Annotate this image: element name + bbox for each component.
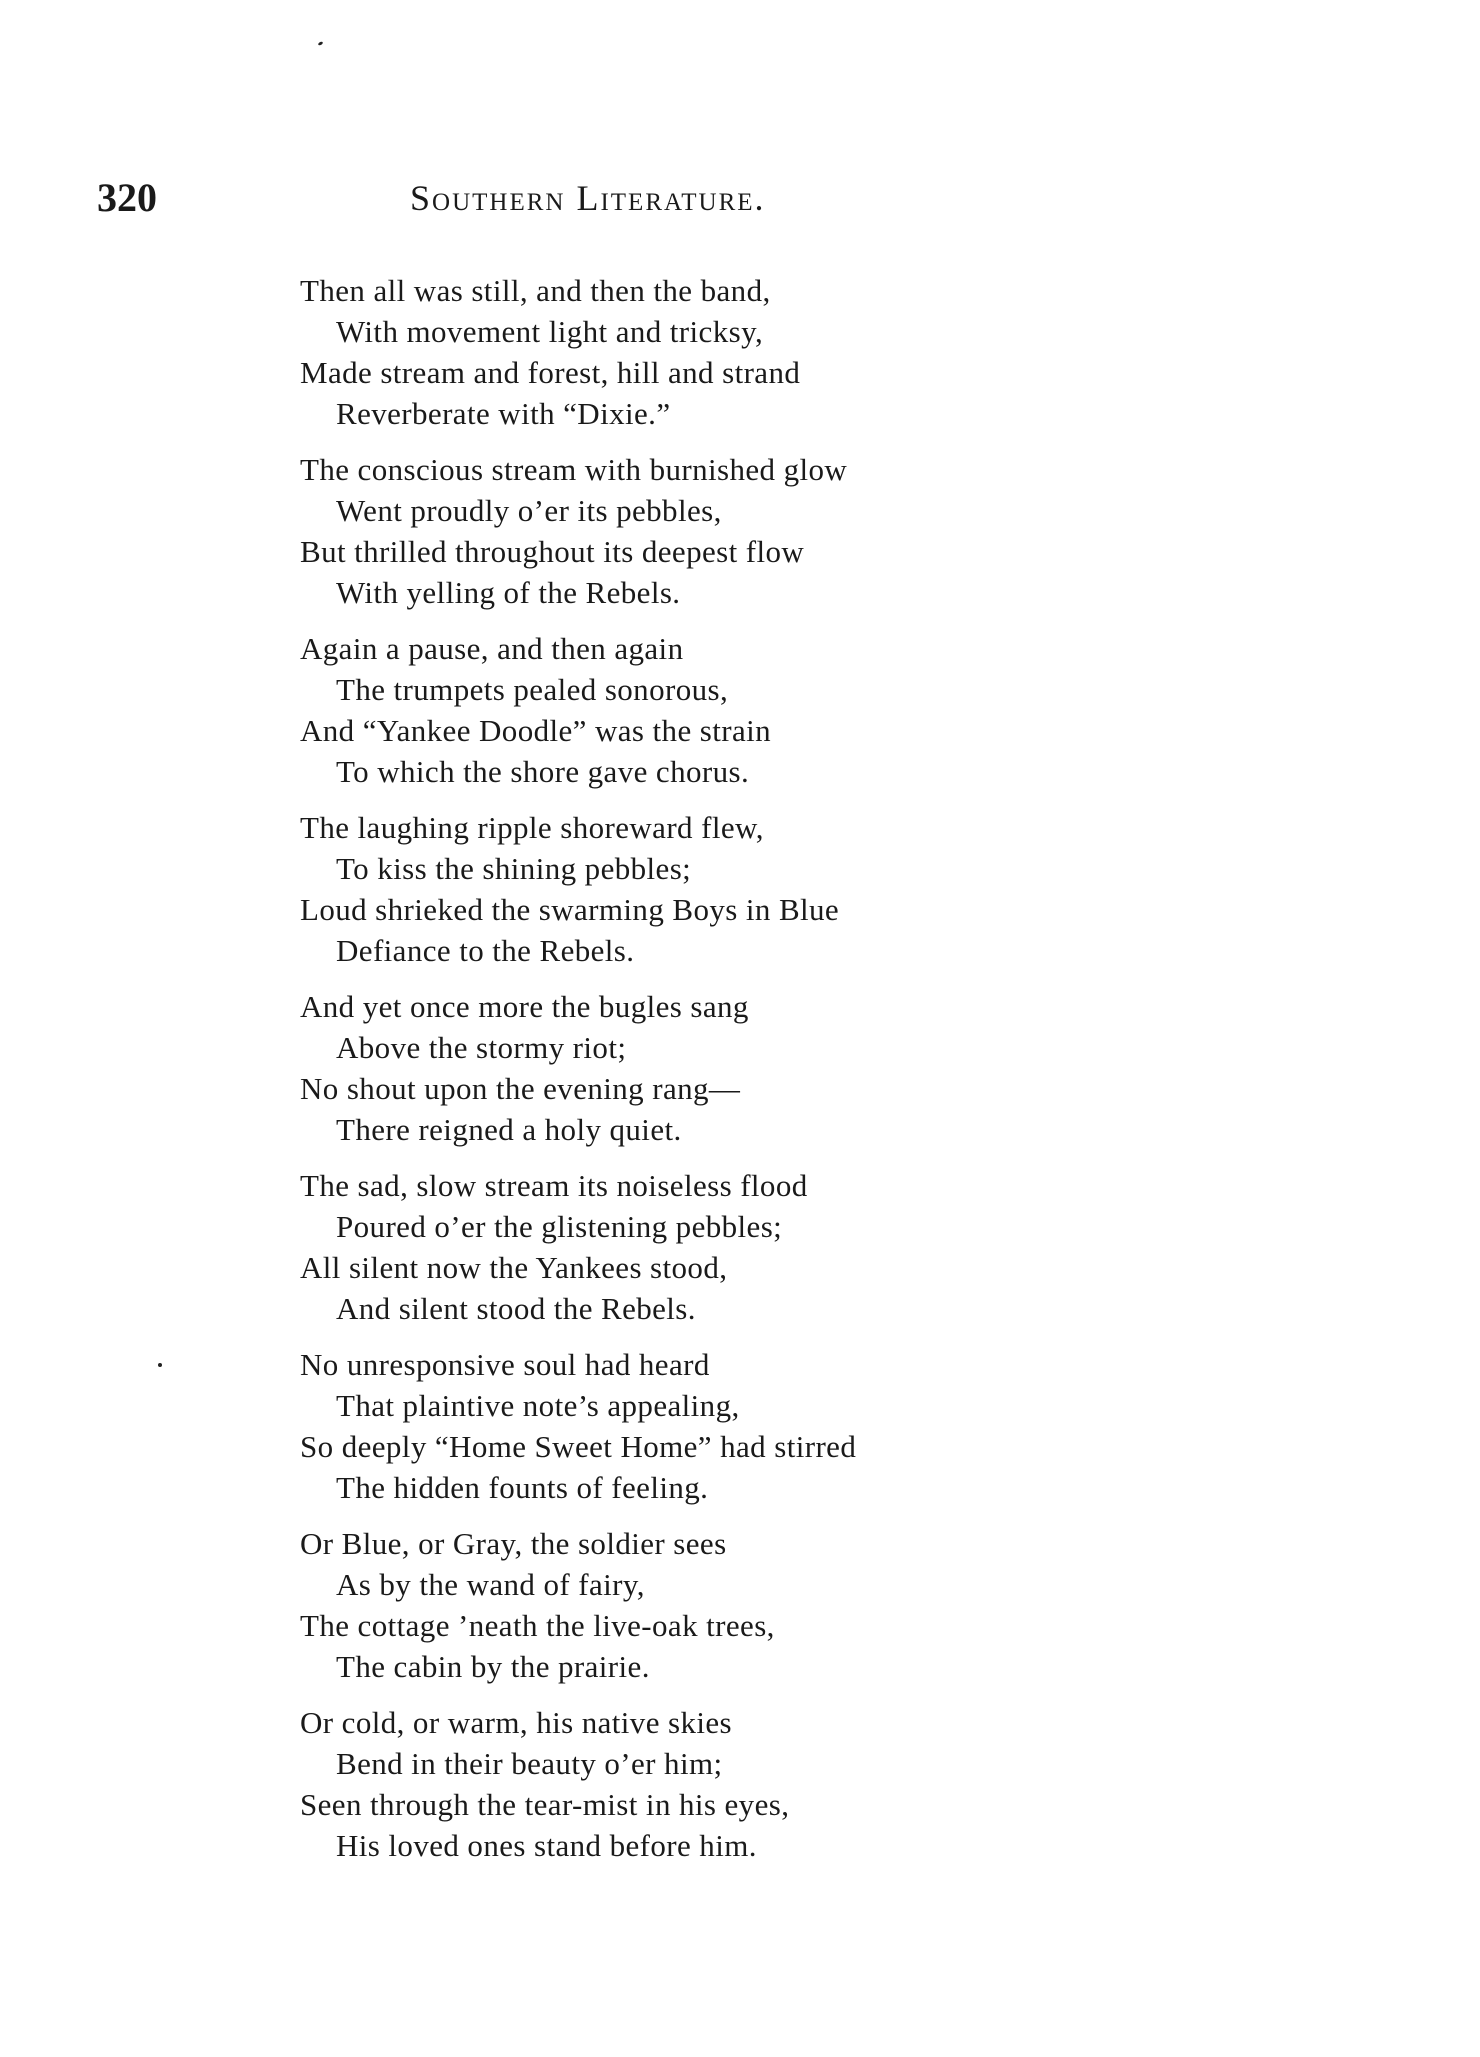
poem-line: Seen through the tear-mist in his eyes, (300, 1787, 790, 1822)
poem-line: The hidden founts of feeling. (336, 1470, 709, 1505)
poem-line: There reigned a holy quiet. (336, 1112, 682, 1147)
print-speck (318, 41, 324, 46)
poem-line: No unresponsive soul had heard (300, 1347, 710, 1382)
poem-line: All silent now the Yankees stood, (300, 1250, 728, 1285)
poem-line: The cabin by the prairie. (336, 1649, 650, 1684)
poem-line: Above the stormy riot; (336, 1030, 627, 1065)
poem-line: To kiss the shining pebbles; (336, 851, 692, 886)
stanza (300, 1702, 1420, 1866)
poem-line: To which the shore gave chorus. (336, 754, 750, 789)
print-speck (158, 1363, 162, 1367)
poem-line: And “Yankee Doodle” was the strain (300, 713, 772, 748)
poem-line: With yelling of the Rebels. (336, 575, 681, 610)
poem-line: The trumpets pealed sonorous, (336, 672, 729, 707)
stanza (300, 449, 1420, 613)
poem-line: And yet once more the bugles sang (300, 989, 749, 1024)
poem-line: Loud shrieked the swarming Boys in Blue (300, 892, 840, 927)
poem-line: Or Blue, or Gray, the soldier sees (300, 1526, 727, 1561)
stanza (300, 807, 1420, 971)
poem-line: And silent stood the Rebels. (336, 1291, 696, 1326)
poem-line: Reverberate with “Dixie.” (336, 396, 671, 431)
stanza (300, 1344, 1420, 1508)
poem-line: So deeply “Home Sweet Home” had stirred (300, 1429, 857, 1464)
poem-line: His loved ones stand before him. (336, 1828, 757, 1863)
poem-line: With movement light and tricksy, (336, 314, 764, 349)
poem-line: No shout upon the evening rang— (300, 1071, 741, 1106)
running-title: Southern Literature. (410, 178, 766, 218)
poem-line: But thrilled throughout its deepest flow (300, 534, 805, 569)
page-number: 320 (97, 175, 157, 220)
poem-line: Bend in their beauty o’er him; (336, 1746, 723, 1781)
poem-line: As by the wand of fairy, (336, 1567, 645, 1602)
poem-line: Then all was still, and then the band, (300, 273, 771, 308)
poem-line: Again a pause, and then again (300, 631, 684, 666)
poem-line: Went proudly o’er its pebbles, (336, 493, 722, 528)
poem-line: The laughing ripple shoreward flew, (300, 810, 764, 845)
poem-line: Made stream and forest, hill and strand (300, 355, 801, 390)
stanza (300, 270, 1420, 434)
stanza (300, 1165, 1420, 1329)
stanza (300, 1523, 1420, 1687)
poem-line: Defiance to the Rebels. (336, 933, 635, 968)
poem-line: The sad, slow stream its noiseless flood (300, 1168, 808, 1203)
stanza (300, 628, 1420, 792)
poem-line: Or cold, or warm, his native skies (300, 1705, 733, 1740)
stanza (300, 986, 1420, 1150)
poem-line: That plaintive note’s appealing, (336, 1388, 740, 1423)
poem-line: The conscious stream with burnished glow (300, 452, 848, 487)
poem-line: Poured o’er the glistening pebbles; (336, 1209, 783, 1244)
poem (300, 270, 1420, 1881)
poem-line: The cottage ’neath the live-oak trees, (300, 1608, 775, 1643)
